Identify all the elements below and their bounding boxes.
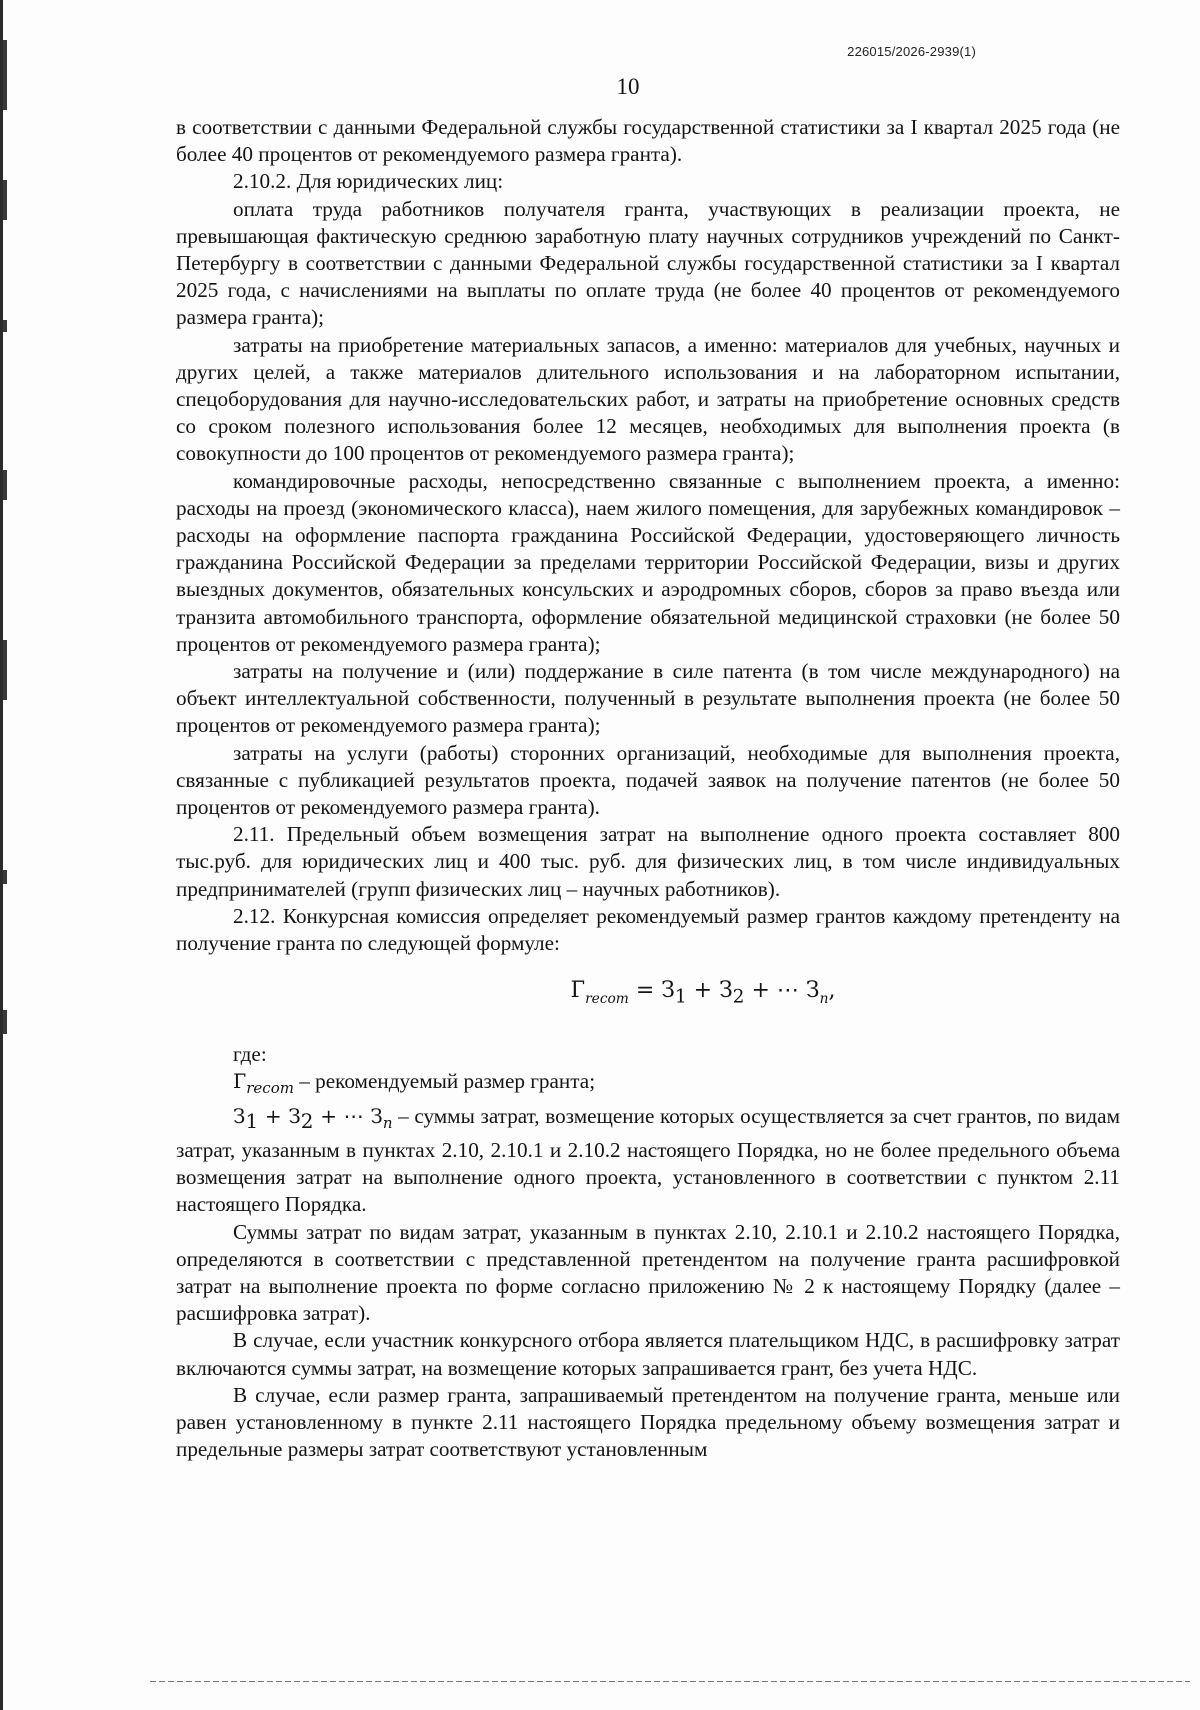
paragraph: затраты на получение и (или) поддержание в силе патента (в том числе международного) на объект интеллектуальной собственности, полученный в результате выполнения проекта (не более 50 процентов от рекомендуемого размера гранта); (176, 659, 1120, 738)
where-label: где: (233, 1041, 267, 1066)
formula-subscript: n (819, 990, 829, 1007)
document-id: 226015/2026-2939(1) (847, 44, 976, 59)
definition-subscript: recom (246, 1079, 294, 1098)
paragraph: оплата труда работников получателя гранта, участвующих в реализации проекта, не превышающая фактическую среднюю заработную плату научных сотрудников учреждений по Санкт-Петербургу в соответствии с данными Федеральной службы государственной статистики за I квартал 2025 года, с начислениями на выплаты по оплате труда (не более 40 процентов от рекомендуемого размера гранта); (176, 196, 1120, 330)
formula-term: + З (686, 978, 733, 1004)
formula-subscript: 1 (674, 986, 687, 1008)
definition-subscript: 1 (245, 1108, 259, 1133)
formula-lhs-subscript: recom (585, 990, 629, 1007)
scan-left-edge (0, 0, 3, 1710)
formula-term: = З (635, 978, 675, 1004)
formula-lhs: Г (570, 978, 586, 1004)
paragraph: затраты на приобретение материальных запасов, а именно: материалов для учебных, научных и других целей, а также материалов длительного использования и на лабораторном испытании, спецоборудования для научно-исследовательских работ, и затраты на приобретение основных средств со сроком полезного использования более 12 месяцев, необходимых для выполнения проекта (в совокупности до 100 процентов от рекомендуемого размера гранта); (176, 332, 1120, 466)
formula-term: , (828, 978, 836, 1004)
paragraph: Суммы затрат по видам затрат, указанным в пунктах 2.10, 2.10.1 и 2.10.2 настоящего Порядка, определяются в соответствии с представленной претендентом на получение гранта расшифровкой затрат на выполнение проекта по форме согласно приложению № 2 к настоящему Порядку (далее – расшифровка затрат). (176, 1219, 1120, 1326)
definition-sum (176, 1103, 1120, 1219)
definition-subscript: n (382, 1113, 393, 1132)
formula-term: + ⋯ З (744, 978, 820, 1004)
paragraph: в соответствии с данными Федеральной службы государственной статистики за I квартал 2025 года (не более 40 процентов от рекомендуемого размера гранта). (176, 115, 1120, 167)
paragraph: затраты на услуги (работы) сторонних организаций, необходимые для выполнения проекта, связанные с публикацией результатов проекта, подачей заявок на получение патентов (не более 50 процентов от рекомендуемого размера гранта). (176, 740, 1120, 820)
document-body (176, 114, 1120, 1463)
page-number: 10 (616, 74, 640, 99)
scan-bottom-edge (150, 1681, 1190, 1682)
paragraph: командировочные расходы, непосредственно связанные с выполнением проекта, а именно: расходы на проезд (экономического класса), наем жилого помещения, для зарубежных командировок – расходы на оформление паспорта гражданина Российской Федерации, удостоверяющего личность гражданина Российской Федерации за пределами территории Российской Федерации, визы и других выездных документов, обязательных консульских и аэродромных сборов, сборов за право въезда или транзита автомобильного транспорта, оформление обязательной медицинской страховки (не более 50 процентов от рекомендуемого размера гранта); (176, 468, 1120, 656)
paragraph: В случае, если участник конкурсного отбора является плательщиком НДС, в расшифровку затрат включаются суммы затрат, на возмещение которых запрашивается грант, без учета НДС. (176, 1328, 1120, 1380)
definition-text: – суммы затрат, возмещение которых осуществляется за счет грантов, по видам затрат, указанным в пунктах 2.10, 2.10.1 и 2.10.2 настоящего Порядка, но не более предельного объема возмещения затрат на выполнение одного проекта, установленного в соответствии с пунктом 2.11 настоящего Порядка. (176, 1103, 1120, 1217)
definition-symbol: Г (233, 1069, 247, 1094)
definition-symbol: + ⋯ З (313, 1103, 383, 1128)
formula-subscript: 2 (732, 986, 745, 1008)
paragraph: В случае, если размер гранта, запрашиваемый претендентом на получение гранта, меньше или равен установленному в пункте 2.11 настоящего Порядка предельному объему возмещения затрат и предельные размеры затрат соответствуют установленным (176, 1382, 1120, 1462)
grant-formula (176, 977, 1120, 1013)
definition-recom (176, 1068, 1120, 1102)
definition-symbol: + З (258, 1103, 301, 1128)
section-heading: 2.10.2. Для юридических лиц: (233, 169, 504, 194)
paragraph: 2.11. Предельный объем возмещения затрат на выполнение одного проекта составляет 800 тыс.руб. для юридических лиц и 400 тыс. руб. для физических лиц, в том числе индивидуальных предпринимателей (групп физических лиц – научных работников). (176, 822, 1120, 901)
paragraph: 2.12. Конкурсная комиссия определяет рекомендуемый размер грантов каждому претенденту на получение гранта по следующей формуле: (176, 903, 1120, 956)
definition-subscript: 2 (300, 1108, 314, 1133)
definition-symbol: З (233, 1103, 246, 1128)
definition-text: – рекомендуемый размер гранта; (293, 1069, 596, 1094)
